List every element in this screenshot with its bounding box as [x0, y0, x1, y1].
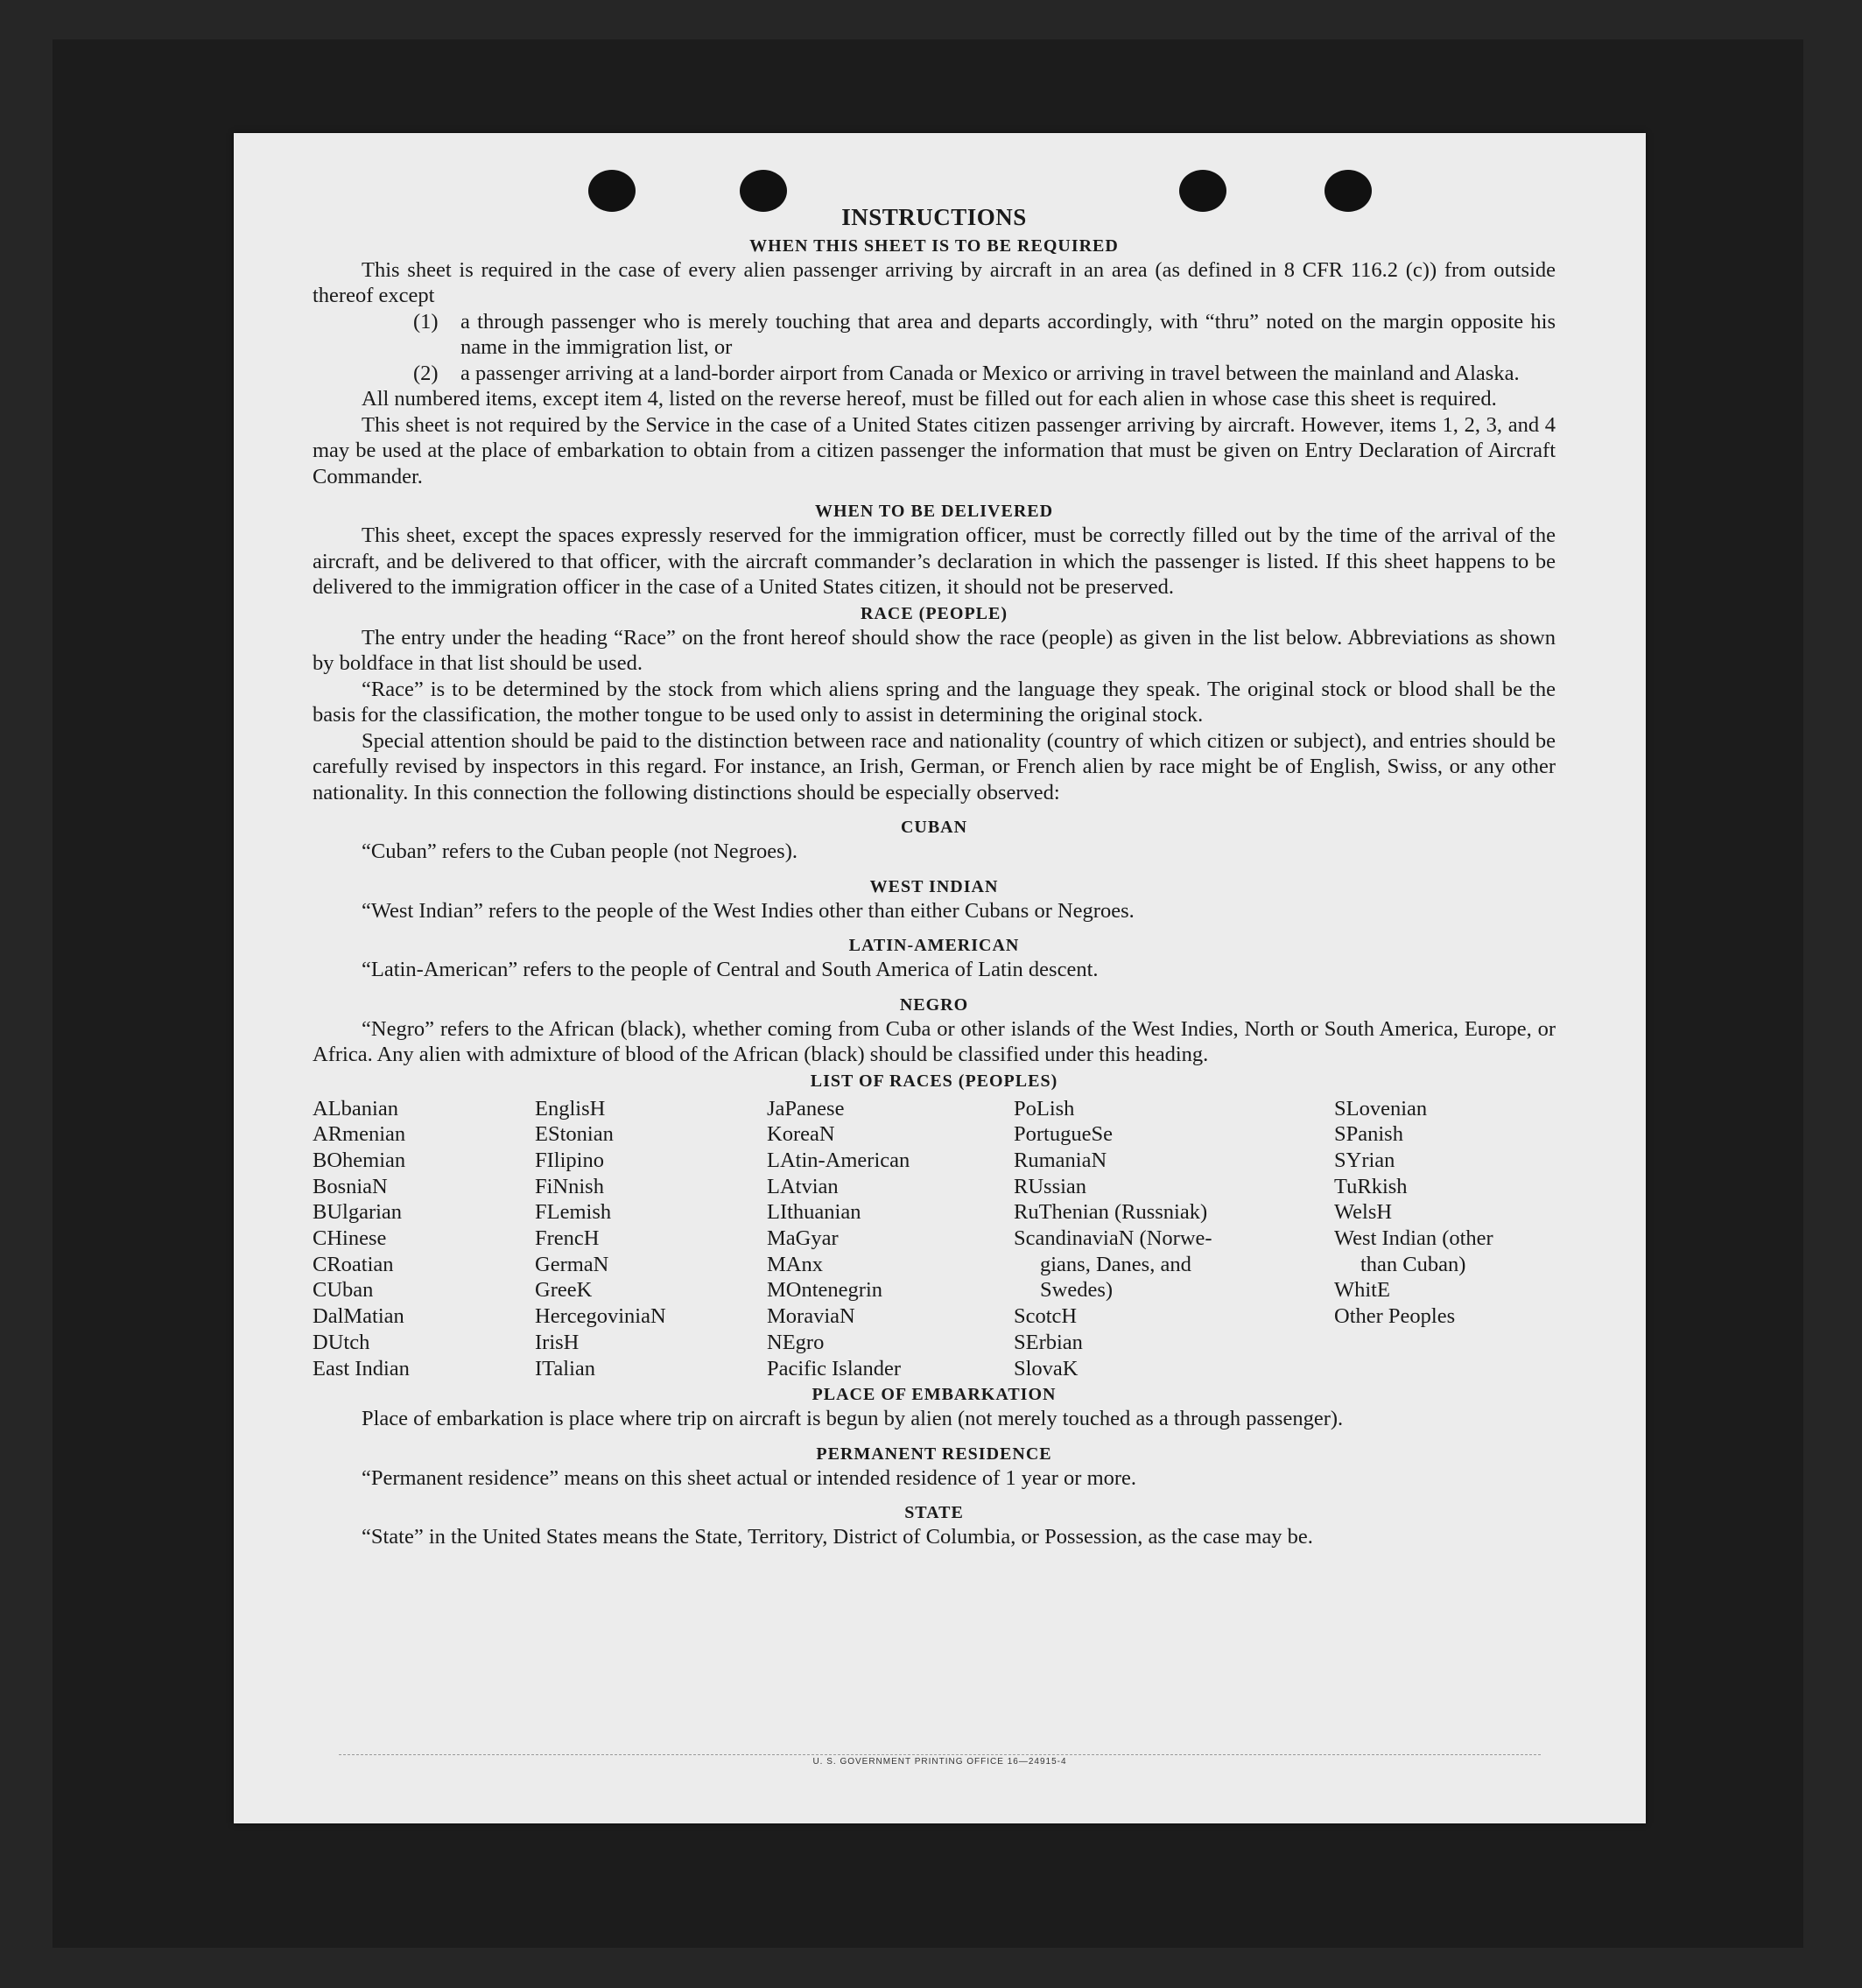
printing-office-imprint: U. S. GOVERNMENT PRINTING OFFICE 16—24915-4: [812, 1757, 1067, 1767]
race-column-4: [1014, 1096, 1334, 1382]
race-list-item: MOntenegrin: [767, 1278, 882, 1303]
paragraph-delivered: This sheet, except the spaces expressly reserved for the immigration officer, must be correctly filled out by the time of the arrival of the aircraft, and be delivered to that officer, with the aircraft commander’s declaration in which the passenger is listed. If this sheet happens to be delivered to the immigration officer in the case of a United States citizen, it should not be preserved.: [313, 523, 1556, 599]
race-list-item: HercegoviniaN: [535, 1304, 666, 1329]
race-list-item: SYrian: [1334, 1148, 1395, 1172]
race-column-1: [313, 1096, 535, 1382]
paragraph-required-intro: This sheet is required in the case of every alien passenger arriving by aircraft in an area (as defined in 8 CFR 116.2 (c)) from outside thereof except: [313, 257, 1556, 307]
race-list-item: NEgro: [767, 1330, 825, 1354]
heading-state: STATE: [904, 1503, 964, 1523]
race-list-item: MoraviaN: [767, 1304, 855, 1329]
race-column-3: [767, 1096, 1014, 1382]
race-column-5: [1334, 1096, 1556, 1382]
heading-when-delivered: WHEN TO BE DELIVERED: [814, 502, 1054, 521]
race-list-item: SErbian: [1014, 1330, 1083, 1354]
race-list-item: DalMatian: [313, 1304, 404, 1329]
race-list-item: ALbanian: [313, 1096, 398, 1120]
race-list-item: West Indian (other: [1334, 1226, 1493, 1251]
race-list-item: Pacific Islander: [767, 1356, 902, 1380]
race-list-item: gians, Danes, and: [1040, 1252, 1191, 1276]
paragraph-race-nationality: Special attention should be paid to the distinction between race and nationality (country of which citizen or subject), and entries should be carefully revised by inspectors in this regard. For instance, an Irish, German, or French alien by race might be of English, Swiss, or any other nationality. In this connection the following distinctions should be especially observed:: [313, 728, 1556, 804]
paragraph-west-indian: “West Indian” refers to the people of the West Indies other than either Cubans or Negroes.: [362, 898, 1135, 923]
race-list-item: JaPanese: [767, 1096, 845, 1120]
race-list-item: ARmenian: [313, 1122, 406, 1147]
race-list-item: LAtvian: [767, 1174, 839, 1198]
race-list-item: TuRkish: [1334, 1174, 1408, 1198]
race-list-item: ITalian: [535, 1356, 596, 1380]
race-list-item: RuThenian (Russniak): [1014, 1200, 1208, 1225]
heading-cuban: CUBAN: [900, 818, 968, 837]
race-list-item: DUtch: [313, 1330, 370, 1354]
heading-place-of-embarkation: PLACE OF EMBARKATION: [812, 1385, 1057, 1405]
heading-list-of-races: LIST OF RACES (PEOPLES): [810, 1071, 1058, 1091]
instruction-sheet: [234, 133, 1646, 1823]
race-list-item: PoLish: [1014, 1096, 1075, 1120]
heading-west-indian: WEST INDIAN: [869, 876, 999, 896]
exception-item-1: [413, 309, 1556, 361]
race-list-item: CUban: [313, 1278, 374, 1303]
race-list-item: MaGyar: [767, 1226, 839, 1251]
heading-latin-american: LATIN-AMERICAN: [848, 936, 1020, 955]
race-list: [313, 1096, 1556, 1382]
paragraph-citizen: This sheet is not required by the Service in the case of a United States citizen passenger arriving by aircraft. However, items 1, 2, 3, and 4 may be used at the place of embarkation to obtain from a citizen passenger the information that must be given on Entry Declaration of Aircraft Commander.: [313, 412, 1556, 488]
race-list-item: SLovenian: [1334, 1096, 1428, 1120]
race-list-item: PortugueSe: [1014, 1122, 1113, 1147]
race-list-item: BOhemian: [313, 1148, 406, 1172]
race-list-item: FIlipino: [535, 1148, 604, 1172]
race-list-item: WelsH: [1334, 1200, 1393, 1225]
race-list-item: WhitE: [1334, 1278, 1390, 1303]
paragraph-residence: “Permanent residence” means on this sheet actual or intended residence of 1 year or more.: [362, 1465, 1137, 1490]
race-list-item: CHinese: [313, 1226, 387, 1251]
paragraph-negro: “Negro” refers to the African (black), whether coming from Cuba or other islands of the West Indies, North or South America, Europe, or Africa. Any alien with admixture of blood of the African (black) should be classified under this heading.: [313, 1016, 1556, 1066]
item-text: a through passenger who is merely touching that area and departs accordingly, with “thru” noted on the margin opposite his name in the immigration list, or: [460, 309, 1556, 359]
race-list-item: FrencH: [535, 1226, 600, 1251]
race-list-item: LIthuanian: [767, 1200, 861, 1225]
item-number: (2): [413, 361, 439, 385]
paragraph-embarkation: Place of embarkation is place where trip on aircraft is begun by alien (not merely touched as a through passenger).: [362, 1407, 1344, 1431]
heading-permanent-residence: PERMANENT RESIDENCE: [816, 1444, 1052, 1464]
race-list-item: EnglisH: [535, 1096, 606, 1120]
footer-rule: [339, 1754, 1541, 1755]
race-list-item: Other Peoples: [1334, 1304, 1456, 1329]
heading-race: RACE (PEOPLE): [861, 603, 1008, 623]
race-list-item: RUssian: [1014, 1174, 1087, 1198]
exception-item-2: [413, 361, 1556, 387]
heading-negro: NEGRO: [899, 994, 969, 1015]
race-list-item: FLemish: [535, 1200, 612, 1225]
paragraph-cuban: “Cuban” refers to the Cuban people (not Negroes).: [362, 839, 797, 863]
race-list-item: East Indian: [313, 1356, 410, 1380]
race-list-item: IrisH: [535, 1330, 580, 1354]
race-list-item: SPanish: [1334, 1122, 1403, 1147]
paragraph-numbered-items: All numbered items, except item 4, listed on the reverse hereof, must be filled out for each alien in whose case this sheet is required.: [362, 387, 1497, 411]
race-list-item: EStonian: [535, 1122, 614, 1147]
heading-when-required: WHEN THIS SHEET IS TO BE REQUIRED: [749, 235, 1119, 256]
race-list-item: GreeK: [535, 1278, 593, 1303]
race-column-2: [535, 1096, 767, 1382]
race-list-item: ScotcH: [1014, 1304, 1078, 1329]
race-list-item: LAtin-American: [767, 1148, 910, 1172]
item-text: a passenger arriving at a land-border airport from Canada or Mexico or arriving in travel between the mainland and Alaska.: [460, 361, 1520, 385]
race-list-item: RumaniaN: [1014, 1148, 1107, 1172]
race-list-item: MAnx: [767, 1252, 823, 1276]
paragraph-latin-american: “Latin-American” refers to the people of Central and South America of Latin descent.: [362, 958, 1099, 981]
paragraph-race-stock: “Race” is to be determined by the stock from which aliens spring and the language they speak. The original stock or blood shall be the basis for the classification, the mother tongue to be used only to assist in determining the original stock.: [313, 677, 1556, 727]
race-list-item: KoreaN: [767, 1122, 835, 1147]
item-number: (1): [413, 309, 439, 334]
race-list-item: BosniaN: [313, 1174, 388, 1198]
paragraph-state: “State” in the United States means the State, Territory, District of Columbia, or Possession, as the case may be.: [362, 1525, 1313, 1549]
race-list-item: SlovaK: [1014, 1356, 1079, 1380]
race-list-item: FiNnish: [535, 1174, 604, 1198]
race-list-item: ScandinaviaN (Norwe-: [1014, 1226, 1212, 1251]
race-list-item: GermaN: [535, 1252, 609, 1276]
sheet-content: [313, 205, 1556, 1550]
race-list-item: Swedes): [1040, 1278, 1114, 1303]
race-list-item: than Cuban): [1360, 1252, 1466, 1276]
race-list-item: BUlgarian: [313, 1200, 403, 1225]
page-title: INSTRUCTIONS: [841, 204, 1027, 230]
race-list-item: CRoatian: [313, 1252, 394, 1276]
paragraph-race-entry: The entry under the heading “Race” on the front hereof should show the race (people) as given in the list below. Abbreviations as shown by boldface in that list should be used.: [313, 625, 1556, 675]
